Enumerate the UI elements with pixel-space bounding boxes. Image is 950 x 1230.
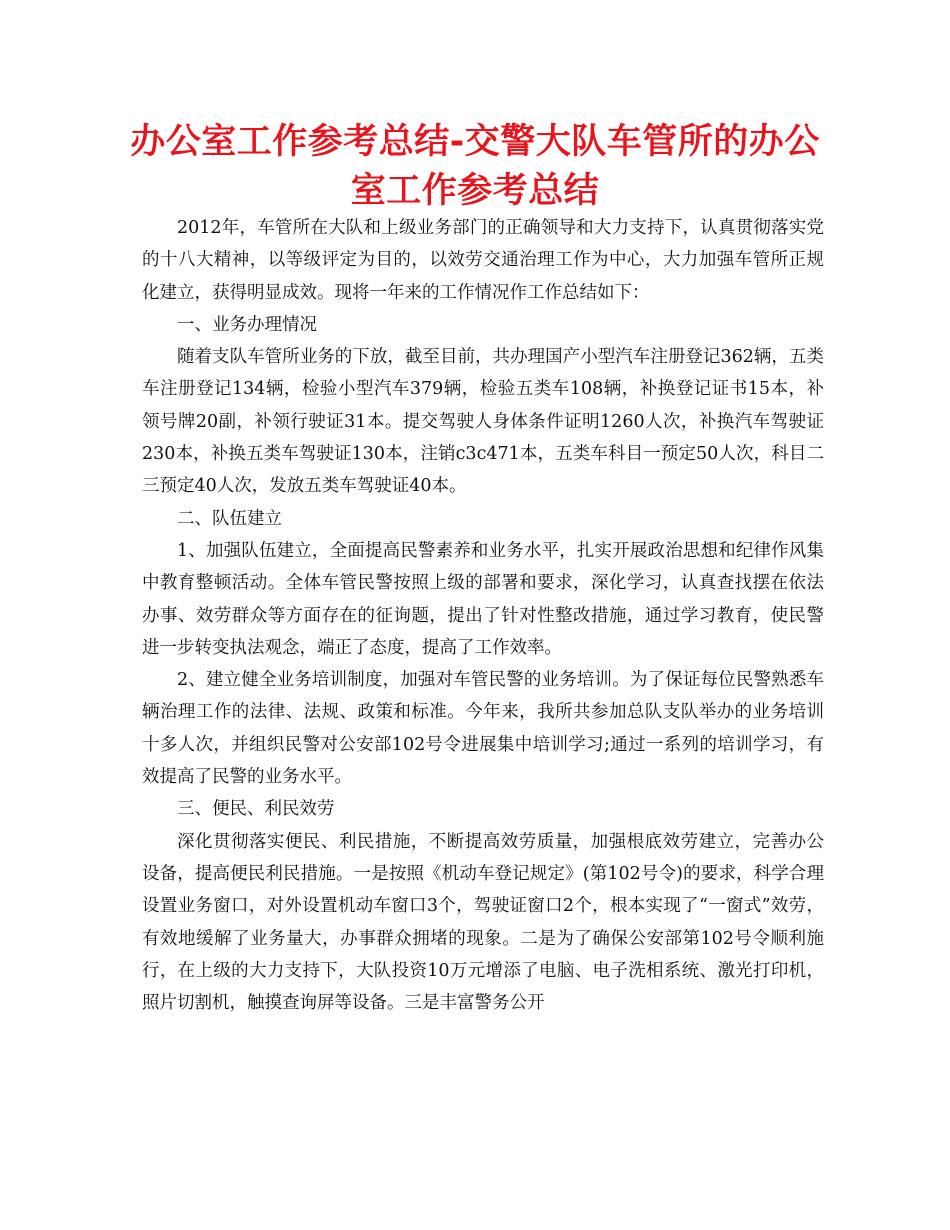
section-heading-service: 三、便民、利民效劳 [177, 799, 335, 820]
document-body [142, 212, 824, 1019]
paragraph-team-2: 2、建立健全业务培训制度，加强对车管民警的业务培训。为了保证每位民警熟悉车辆治理工作的法律、法规、政策和标准。今年来，我所共参加总队支队举办的业务培训十多人次，并组织民警对公安部102号令进展集中培训学习;通过一系列的培训学习，有效提高了民警的业务水平。 [142, 670, 824, 788]
paragraph-service: 深化贯彻落实便民、利民措施，不断提高效劳质量，加强根底效劳建立，完善办公设备，提高便民利民措施。一是按照《机动车登记规定》(第102号令)的要求，科学合理设置业务窗口，对外设置机动车窗口3个，驾驶证窗口2个，根本实现了“一窗式”效劳，有效地缓解了业务量大，办事群众拥堵的现象。二是为了确保公安部第102号令顺利施行，在上级的大力支持下，大队投资10万元增添了电脑、电子洗相系统、激光打印机，照片切割机，触摸查询屏等设备。三是丰富警务公开 [142, 831, 824, 1014]
paragraph-intro: 2012年，车管所在大队和上级业务部门的正确领导和大力支持下，认真贯彻落实党的十八大精神，以等级评定为目的，以效劳交通治理工作为中心，大力加强车管所正规化建立，获得明显成效。现将一年来的工作情况作工作总结如下： [142, 218, 824, 303]
paragraph-business: 随着支队车管所业务的下放，截至目前，共办理国产小型汽车注册登记362辆，五类车注册登记134辆，检验小型汽车379辆，检验五类车108辆，补换登记证书15本，补领号牌20副，补领行驶证31本。提交驾驶人身体条件证明1260人次，补换汽车驾驶证230本，补换五类车驾驶证130本，注销c3c471本，五类车科目一预定50人次，科目二三预定40人次，发放五类车驾驶证40本。 [142, 347, 824, 497]
paragraph-team-1: 1、加强队伍建立，全面提高民警素养和业务水平，扎实开展政治思想和纪律作风集中教育整顿活动。全体车管民警按照上级的部署和要求，深化学习，认真查找摆在依法办事、效劳群众等方面存在的征询题，提出了针对性整改措施，通过学习教育，使民警进一步转变执法观念，端正了态度，提高了工作效率。 [142, 540, 824, 658]
section-heading-business: 一、业务办理情况 [177, 314, 317, 335]
section-heading-team: 二、队伍建立 [177, 508, 282, 529]
document-title: 办公室工作参考总结-交警大队车管所的办公室工作参考总结 [130, 122, 820, 211]
